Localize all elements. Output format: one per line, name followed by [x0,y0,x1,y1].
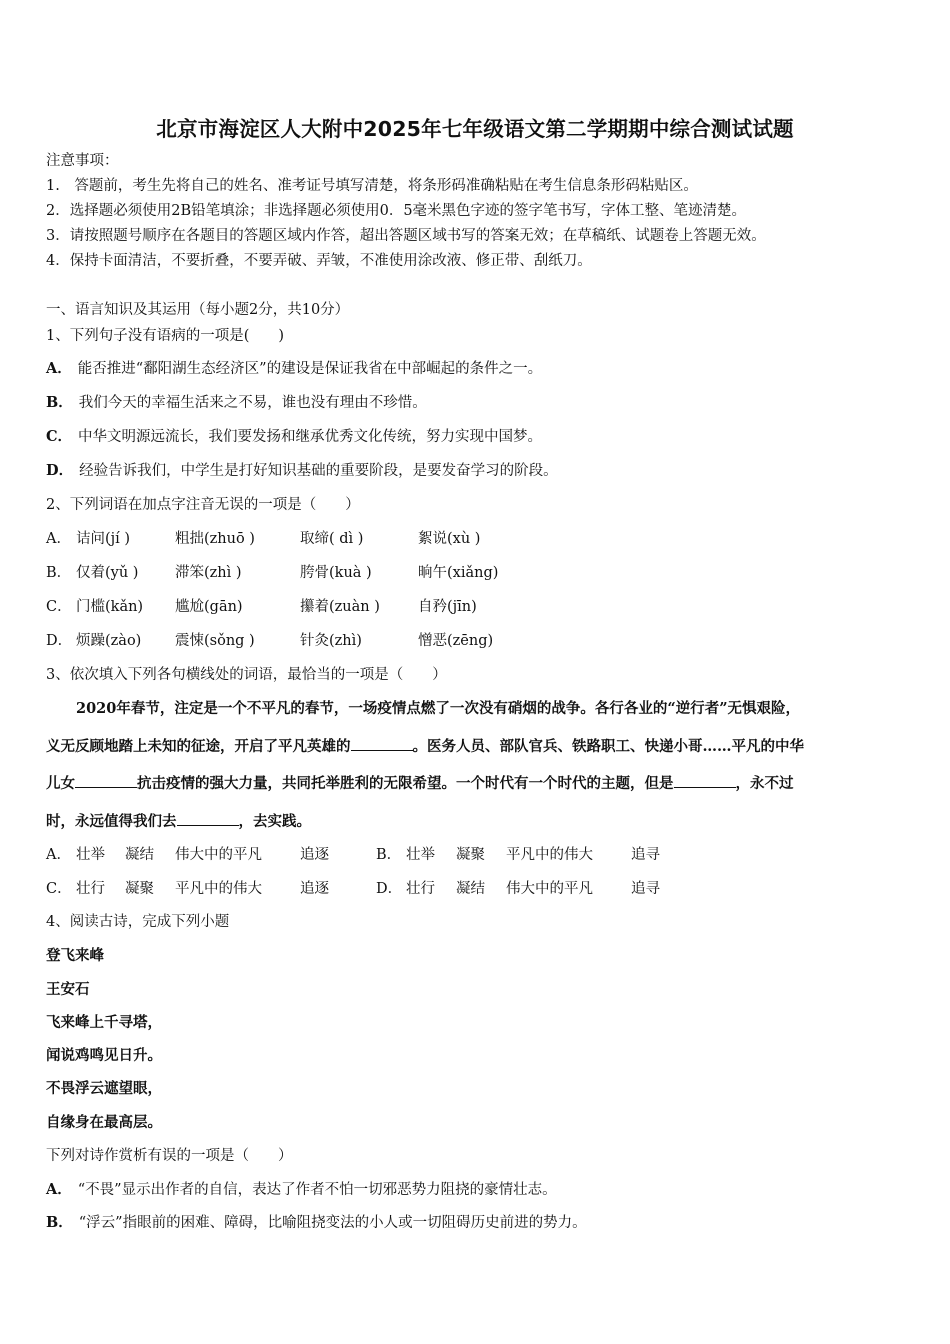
option-word: 晌午(xiǎng) [418,565,499,581]
option-word: 追寻 [631,847,660,863]
page-title: 北京市海淀区人大附中2025年七年级语文第二学期期中综合测试试题 [156,117,794,141]
notice-item: 1. 答题前，考生先将自己的姓名、准考证号填写清楚，将条形码准确粘贴在考生信息条形码粘贴区。 [46,178,698,194]
q4-option-a [46,1180,557,1200]
passage-line [46,736,914,757]
option-word: 壮行 [76,881,105,897]
option-word: 胯骨(kuà ) [300,565,372,581]
poem-line: 自缘身在最高层。 [46,1114,162,1131]
option-tag: C． [46,599,72,615]
option-tag: D． [376,881,403,897]
poem-line: 不畏浮云遮望眼， [46,1080,162,1097]
sub-question-stem: 下列对诗作赏析有误的一项是（ ） [46,1148,293,1164]
option-tag: B． [46,565,72,581]
section-heading: 一、语言知识及其运用（每小题2分，共10分） [46,302,350,318]
notice-item: 2．选择题必须使用2B铅笔填涂；非选择题必须使用0．5毫米黑色字迹的签字笔书写，字体工整、笔迹清楚。 [46,203,747,219]
option-tag: B． [376,847,402,863]
fill-blank [75,773,137,788]
notice-item: 3．请按照题号顺序在各题目的答题区域内作答，超出答题区域书写的答案无效；在草稿纸、试题卷上答题无效。 [46,228,766,244]
option-tag: A． [46,531,71,547]
option-word: 壮举 [76,847,105,863]
option-word: 自矜(jīn) [418,599,477,615]
poem-line: 飞来峰上千寻塔， [46,1014,162,1031]
passage-text: 。医务人员、部队官兵、铁路职工、快递小哥……平凡的中华 [412,738,804,755]
question-2-stem: 2、下列词语在加点字注音无误的一项是（ ） [46,497,360,513]
passage-line [46,773,914,794]
option-word: 攥着(zuàn ) [300,599,380,615]
option-text: 我们今天的幸福生活来之不易，谁也没有理由不珍惜。 [78,395,427,411]
option-text: “浮云”指眼前的困难、障碍，比喻阻挠变法的小人或一切阻碍历史前进的势力。 [78,1215,587,1231]
option-word: 追逐 [300,881,329,897]
option-word: 壮举 [406,847,435,863]
option-word: 凝结 [456,881,485,897]
fill-blank [177,811,239,826]
option-tag: D． [46,462,74,479]
q1-option-c [46,427,542,447]
option-word: 震悚(sǒng ) [175,633,255,649]
passage-text: 时，永远值得我们去 [46,813,177,830]
option-tag: B． [46,394,73,411]
option-tag: D． [46,633,73,649]
option-word: 追逐 [300,847,329,863]
option-tag: C． [46,881,72,897]
option-word: 滞笨(zhì ) [175,565,242,581]
poem-line: 闻说鸡鸣见日升。 [46,1047,162,1064]
passage-line: 2020年春节，注定是一个不平凡的春节，一场疫情点燃了一次没有硝烟的战争。各行各业的“逆行者”无惧艰险， [76,700,801,717]
question-1-stem: 1、下列句子没有语病的一项是( ) [46,328,285,344]
option-word: 诘问(jí ) [76,531,131,547]
option-word: 凝聚 [125,881,154,897]
option-text: 能否推进“鄱阳湖生态经济区”的建设是保证我省在中部崛起的条件之一。 [77,361,543,377]
passage-text: 义无反顾地踏上未知的征途，开启了平凡英雄的 [46,738,351,755]
question-3-stem: 3、依次填入下列各句横线处的词语，最恰当的一项是（ ） [46,667,447,683]
option-text: 中华文明源远流长，我们要发扬和继承优秀文化传统，努力实现中国梦。 [78,429,543,445]
option-word: 粗拙(zhuō ) [175,531,255,547]
poem-author: 王安石 [46,981,90,998]
notice-heading: 注意事项： [46,153,119,169]
option-word: 平凡中的伟大 [506,847,593,863]
passage-text: 儿女 [46,775,75,792]
notice-item: 4．保持卡面清洁，不要折叠，不要弄破、弄皱，不准使用涂改液、修正带、刮纸刀。 [46,253,592,269]
option-text: 经验告诉我们，中学生是打好知识基础的重要阶段，是要发奋学习的阶段。 [79,463,558,479]
poem-title: 登飞来峰 [46,947,104,964]
option-tag: B． [46,1214,73,1231]
fill-blank [674,773,736,788]
question-4-stem: 4、阅读古诗，完成下列小题 [46,914,230,930]
option-word: 门槛(kǎn) [76,599,144,615]
option-word: 伟大中的平凡 [175,847,262,863]
q1-option-d [46,461,558,481]
q1-option-a [46,359,542,379]
q1-option-b [46,393,427,413]
option-word: 絮说(xù ) [418,531,481,547]
passage-text: ，去实践。 [238,813,311,830]
fill-blank [351,736,413,751]
option-word: 凝结 [125,847,154,863]
option-word: 凝聚 [456,847,485,863]
option-word: 针灸(zhì) [300,633,362,649]
option-tag: A． [46,847,71,863]
option-word: 仅着(yǔ ) [76,565,139,581]
option-word: 憎恶(zēng) [418,633,494,649]
option-tag: C． [46,428,73,445]
option-word: 烦躁(zào) [76,633,142,649]
option-word: 伟大中的平凡 [506,881,593,897]
option-text: “不畏”显示出作者的自信，表达了作者不怕一切邪恶势力阻挠的豪情壮志。 [77,1182,557,1198]
option-tag: A． [46,360,72,377]
passage-text: 抗击疫情的强大力量，共同托举胜利的无限希望。一个时代有一个时代的主题，但是 [137,775,674,792]
passage-line [46,811,914,832]
option-word: 壮行 [406,881,435,897]
q4-option-b [46,1213,587,1233]
option-word: 平凡中的伟大 [175,881,262,897]
passage-text: ，永不过 [735,775,794,792]
option-word: 尴尬(gān) [175,599,243,615]
option-word: 取缔( dì ) [300,531,364,547]
option-word: 追寻 [631,881,660,897]
option-tag: A． [46,1181,72,1198]
